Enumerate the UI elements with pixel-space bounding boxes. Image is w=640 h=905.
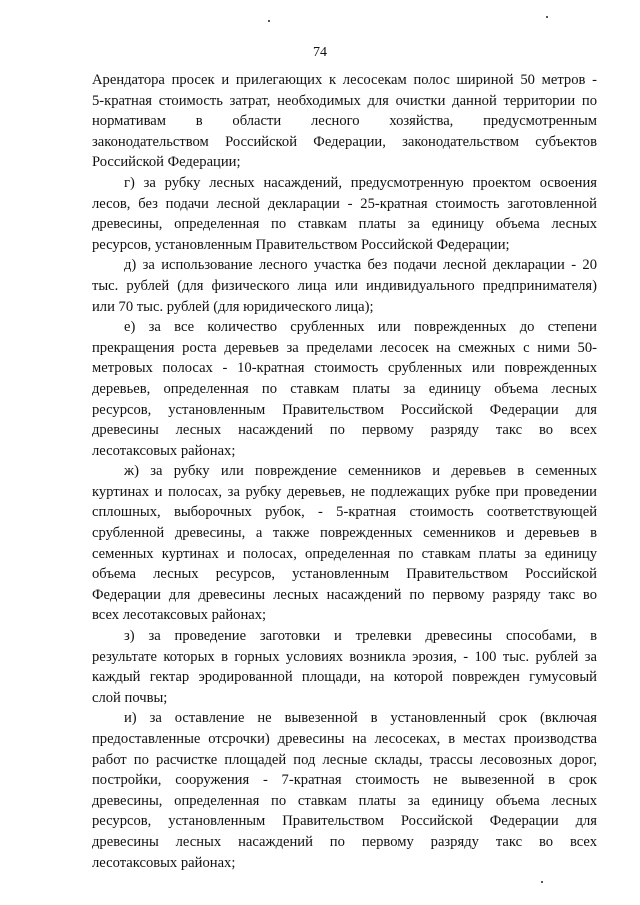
text-line: лесотаксовых районах; — [92, 854, 236, 871]
scan-speck — [546, 16, 548, 18]
document-body — [92, 70, 597, 873]
text-line: срубленной древесины, а также поврежденных семенников и деревьев в — [92, 525, 597, 542]
text-line: нормативам в области лесного хозяйства, предусмотренным — [92, 113, 597, 130]
text-line: законодательством Российской Федерации, законодательством субъектов — [92, 133, 597, 150]
text-line: Федерации для древесины лесных насаждений по первому разряду такс во — [92, 586, 597, 603]
text-line: ресурсов, установленным Правительством Российской Федерации для — [92, 813, 597, 830]
paragraph — [92, 317, 597, 461]
text-line: куртинах и полосах, за рубку деревьев, не подлежащих рубке при проведении — [92, 483, 597, 500]
text-line: лесотаксовых районах; — [92, 442, 236, 459]
paragraph — [92, 255, 597, 317]
text-line: Российской Федерации; — [92, 154, 241, 171]
text-line: тыс. рублей (для физического лица или индивидуального предпринимателя) — [92, 277, 597, 294]
paragraph — [92, 70, 597, 173]
text-line: лесов, без подачи лесной декларации - 25-кратная стоимость заготовленной — [92, 195, 597, 212]
paragraph — [92, 708, 597, 873]
text-line: з) за проведение заготовки и трелевки древесины способами, в — [124, 628, 597, 645]
text-line: метровых полосах - 10-кратная стоимость срубленных или поврежденных — [92, 360, 597, 377]
text-line: ресурсов, установленным Правительством Российской Федерации; — [92, 236, 510, 253]
text-line: семенных куртинах и полосах, определенная по ставкам платы за единицу — [92, 545, 597, 562]
text-line: древесины лесных насаждений по первому разряду такс во всех — [92, 422, 597, 439]
text-line: слой почвы; — [92, 689, 168, 706]
text-line: 5-кратная стоимость затрат, необходимых для очистки данной территории по — [92, 92, 597, 109]
text-line: древесины лесных насаждений по первому разряду такс во всех — [92, 833, 597, 850]
text-line: всех лесотаксовых районах; — [92, 607, 267, 624]
page-number: 74 — [313, 45, 327, 60]
scan-speck — [541, 881, 543, 883]
text-line: древесины, определенная по ставкам платы за единицу объема лесных — [92, 216, 597, 233]
text-line: результате которых в горных условиях возникла эрозия, - 100 тыс. рублей за — [92, 648, 597, 665]
text-line: прекращения роста деревьев за пределами лесосек на смежных с ними 50- — [92, 339, 597, 356]
text-line: предоставленные отсрочки) древесины на лесосеках, в местах производства — [92, 731, 597, 747]
text-line: ж) за рубку или повреждение семенников и деревьев в семенных — [124, 463, 597, 480]
text-line: д) за использование лесного участка без подачи лесной декларации - 20 — [124, 257, 597, 274]
paragraph — [92, 626, 597, 708]
text-line: деревьев, определенная по ставкам платы за единицу объема лесных — [92, 380, 597, 397]
text-line: Арендатора просек и прилегающих к лесосекам полос шириной 50 метров - — [92, 72, 597, 88]
text-line: каждый гектар эродированной площади, на которой поврежден гумусовый — [92, 669, 597, 686]
text-line: объема лесных ресурсов, установленным Правительством Российской — [92, 566, 597, 583]
text-line: постройки, сооружения - 7-кратная стоимость не вывезенной в срок — [92, 772, 597, 789]
text-line: или 70 тыс. рублей (для юридического лица); — [92, 298, 374, 315]
text-line: г) за рубку лесных насаждений, предусмотренную проектом освоения — [124, 174, 597, 191]
text-line: сплошных, выборочных рубок, - 5-кратная стоимость соответствующей — [92, 504, 597, 521]
paragraph — [92, 173, 597, 255]
text-line: е) за все количество срубленных или поврежденных до степени — [124, 319, 597, 336]
text-line: работ по расчистке площадей под лесные склады, трассы лесовозных дорог, — [92, 751, 597, 768]
text-line: древесины, определенная по ставкам платы за единицу объема лесных — [92, 792, 597, 809]
scan-speck — [268, 20, 270, 22]
text-line: ресурсов, установленным Правительством Российской Федерации для — [92, 401, 597, 418]
text-line: и) за оставление не вывезенной в установленный срок (включая — [124, 710, 597, 727]
paragraph — [92, 461, 597, 626]
